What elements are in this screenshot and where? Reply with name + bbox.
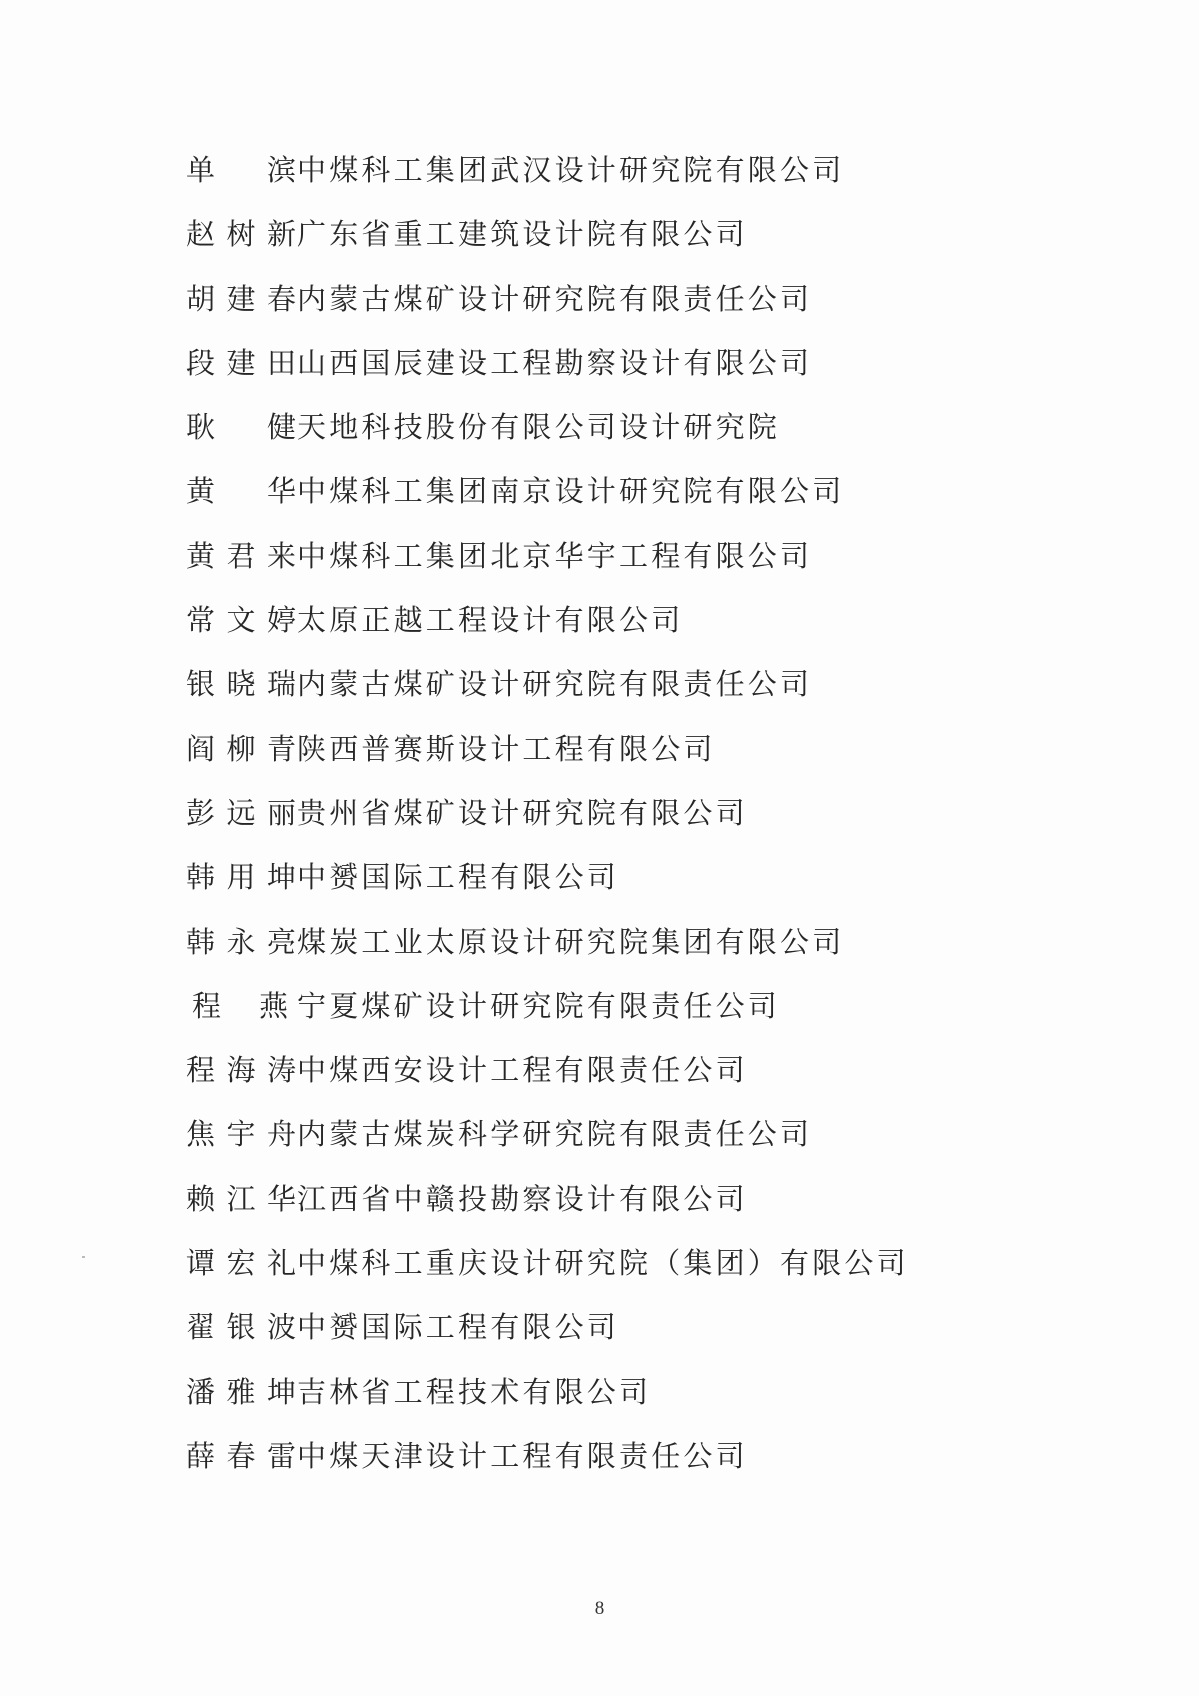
person-name: 常 文 婷: [186, 603, 297, 638]
person-name: 单 滨: [186, 153, 297, 187]
list-item: [186, 152, 1146, 216]
person-name: 焦 宇 舟: [186, 1117, 297, 1152]
page-number: 8: [594, 1598, 605, 1619]
list-item: [186, 1181, 1146, 1245]
list-item: [186, 1052, 1146, 1116]
list-item: [186, 602, 1146, 666]
person-name: 银 晓 瑞: [186, 667, 297, 702]
list-item: [186, 1245, 1146, 1309]
organization-name: 中赟国际工程有限公司: [297, 860, 620, 895]
person-name: 薛 春 雷: [186, 1438, 297, 1473]
organization-name: 太原正越工程设计有限公司: [297, 603, 684, 638]
list-item: [186, 1438, 1146, 1502]
organization-name: 江西省中赣投勘察设计有限公司: [297, 1181, 748, 1216]
person-name: 赵 树 新: [186, 217, 297, 252]
organization-name: 中煤科工重庆设计研究院（集团）有限公司: [297, 1246, 909, 1281]
person-name: 程 海 涛: [186, 1053, 297, 1088]
organization-name: 内蒙古煤炭科学研究院有限责任公司: [297, 1117, 813, 1152]
list-item: [186, 1374, 1146, 1438]
organization-name: 中赟国际工程有限公司: [297, 1310, 620, 1345]
person-name: 韩 永 亮: [186, 924, 297, 959]
person-name: 段 建 田: [186, 345, 297, 380]
name-list: [186, 152, 1146, 1502]
organization-name: 中煤西安设计工程有限责任公司: [297, 1053, 748, 1088]
list-item: [186, 1116, 1146, 1180]
person-name: 潘 雅 坤: [186, 1374, 297, 1409]
person-name: 彭 远 丽: [186, 795, 297, 830]
organization-name: 天地科技股份有限公司设计研究院: [297, 410, 781, 445]
list-item: [186, 538, 1146, 602]
list-item: [186, 409, 1146, 473]
person-name: 谭 宏 礼: [186, 1246, 297, 1281]
organization-name: 煤炭工业太原设计研究院集团有限公司: [297, 924, 845, 959]
person-name: 赖 江 华: [186, 1181, 297, 1216]
person-name: 黄 华: [186, 474, 297, 509]
person-name: 翟 银 波: [186, 1310, 297, 1345]
list-item: [186, 666, 1146, 730]
person-name: 阎 柳 青: [186, 731, 297, 766]
list-item: [186, 988, 1146, 1052]
organization-name: 中煤天津设计工程有限责任公司: [297, 1438, 748, 1473]
person-name: 耿 健: [186, 410, 297, 445]
organization-name: 广东省重工建筑设计院有限公司: [297, 217, 748, 252]
list-item: [186, 859, 1146, 923]
organization-name: 吉林省工程技术有限公司: [297, 1374, 652, 1409]
list-item: [186, 345, 1146, 409]
organization-name: 中煤科工集团南京设计研究院有限公司: [297, 474, 845, 509]
list-item: [186, 216, 1146, 280]
list-item: [186, 473, 1146, 537]
person-name: 黄 君 来: [186, 538, 297, 573]
list-item: [186, 795, 1146, 859]
organization-name: 内蒙古煤矿设计研究院有限责任公司: [297, 667, 813, 702]
organization-name: 宁夏煤矿设计研究院有限责任公司: [297, 988, 781, 1023]
organization-name: 贵州省煤矿设计研究院有限公司: [297, 795, 748, 830]
person-name: 韩 用 坤: [186, 860, 297, 895]
organization-name: 陕西普赛斯设计工程有限公司: [297, 731, 716, 766]
organization-name: 山西国辰建设工程勘察设计有限公司: [297, 345, 813, 380]
scan-speck: [82, 1256, 85, 1258]
organization-name: 中煤科工集团武汉设计研究院有限公司: [297, 153, 845, 187]
organization-name: 内蒙古煤矿设计研究院有限责任公司: [297, 281, 813, 316]
person-name: 程 燕: [192, 988, 289, 1023]
list-item: [186, 924, 1146, 988]
person-name: 胡 建 春: [186, 281, 297, 316]
organization-name: 中煤科工集团北京华宇工程有限公司: [297, 538, 813, 573]
list-item: [186, 731, 1146, 795]
list-item: [186, 1309, 1146, 1373]
list-item: [186, 281, 1146, 345]
